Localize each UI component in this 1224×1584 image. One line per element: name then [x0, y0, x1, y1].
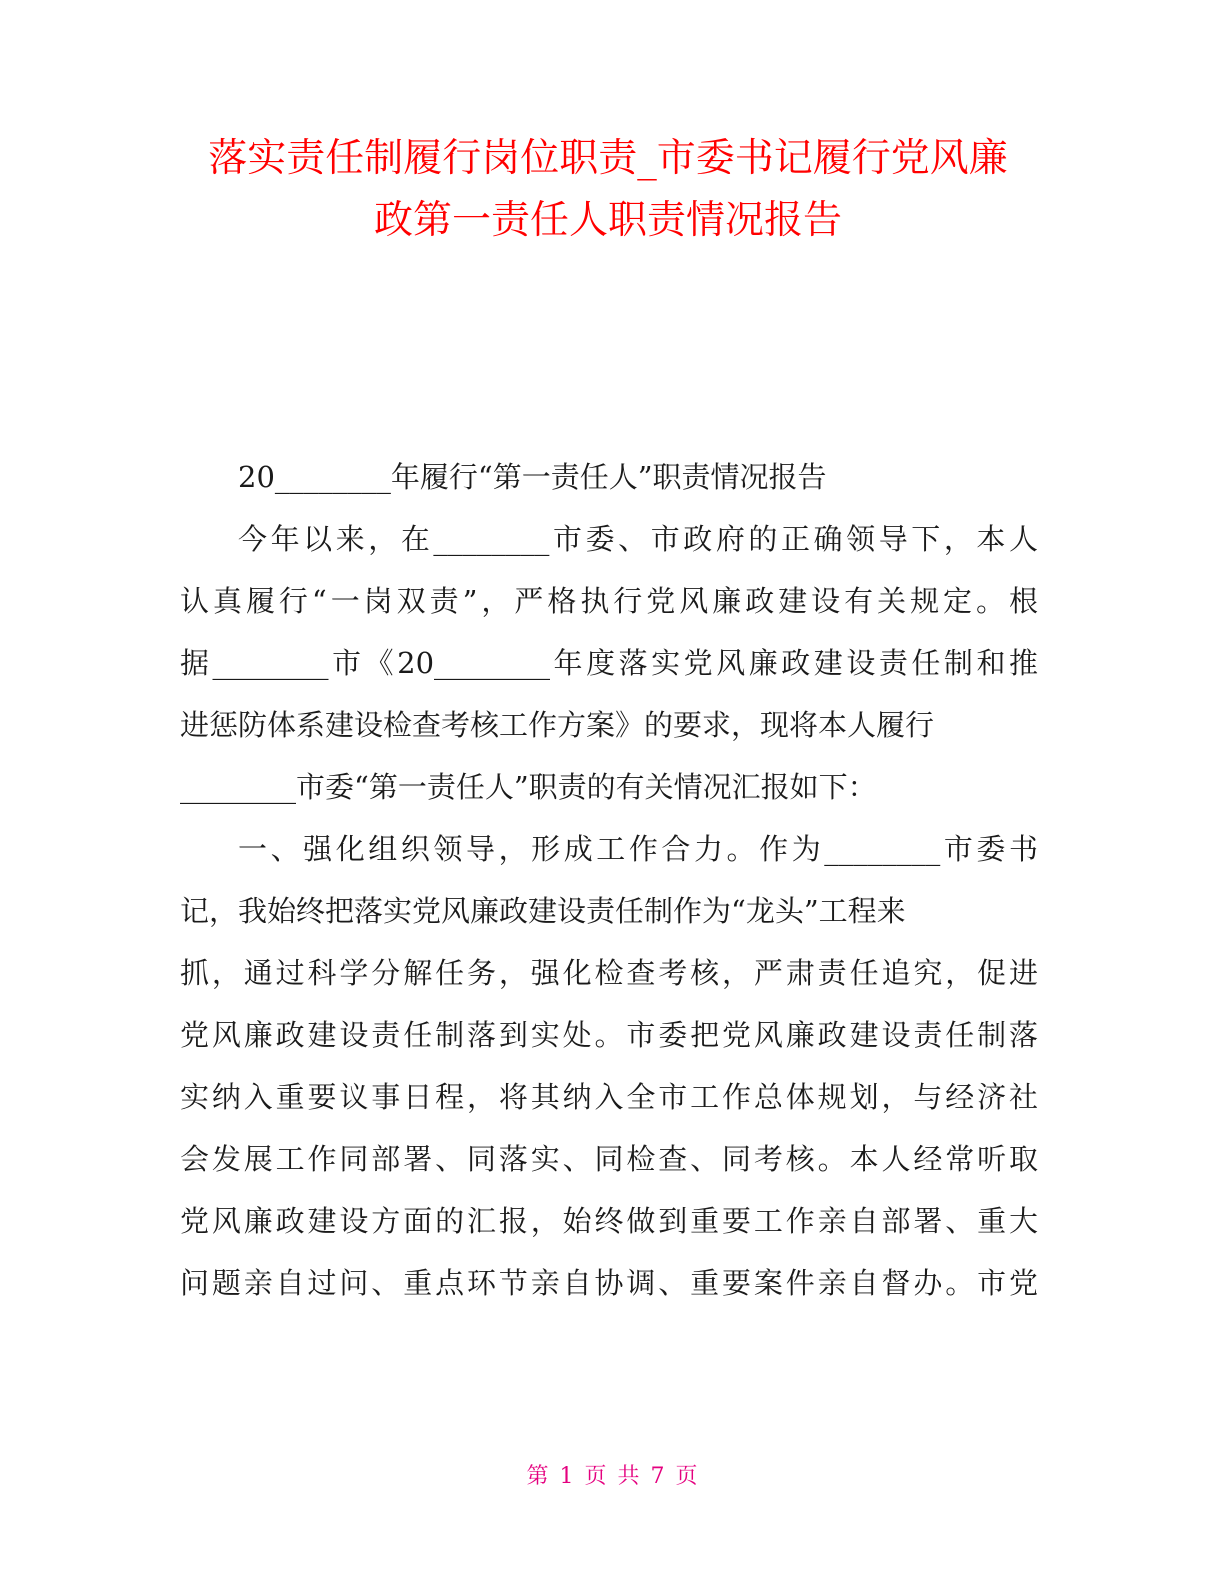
paragraph-line: 进惩防体系建设检查考核工作方案》的要求，现将本人履行 — [180, 708, 935, 742]
paragraph-line: 实纳入重要议事日程，将其纳入全市工作总体规划，与经济社 — [180, 1080, 1038, 1114]
title-line-2: 政第一责任人职责情况报告 — [373, 198, 842, 243]
paragraph-line: 认真履行“一岗双责”，严格执行党风廉政建设有关规定。根 — [180, 584, 1038, 618]
title-line-1: 落实责任制履行岗位职责_市委书记履行党风廉 — [208, 136, 1008, 181]
paragraph-line: 党风廉政建设方面的汇报，始终做到重要工作亲自部署、重大 — [180, 1204, 1038, 1238]
paragraph-line: 会发展工作同部署、同落实、同检查、同考核。本人经常听取 — [180, 1142, 1038, 1176]
document-title — [178, 128, 1038, 252]
paragraph-line: 抓，通过科学分解任务，强化检查考核，严肃责任追究，促进 — [180, 956, 1038, 990]
paragraph-line: ________市委“第一责任人”职责的有关情况汇报如下： — [180, 770, 877, 804]
paragraph-line: 据________市《20________年度落实党风廉政建设责任制和推 — [180, 646, 1038, 680]
paragraph-line: 一、强化组织领导，形成工作合力。作为________市委书 — [238, 832, 1038, 866]
page-number-footer: 第 1 页 共 7 页 — [526, 1464, 698, 1489]
paragraph-line: 问题亲自过问、重点环节亲自协调、重要案件亲自督办。市党 — [180, 1266, 1038, 1300]
document-body — [180, 446, 1038, 1314]
paragraph-line: 今年以来，在________市委、市政府的正确领导下，本人 — [238, 522, 1038, 556]
paragraph-line: 党风廉政建设责任制落到实处。市委把党风廉政建设责任制落 — [180, 1018, 1038, 1052]
paragraph-line: 记，我始终把落实党风廉政建设责任制作为“龙头”工程来 — [180, 894, 906, 928]
report-subtitle-line: 20________年履行“第一责任人”职责情况报告 — [238, 460, 827, 494]
